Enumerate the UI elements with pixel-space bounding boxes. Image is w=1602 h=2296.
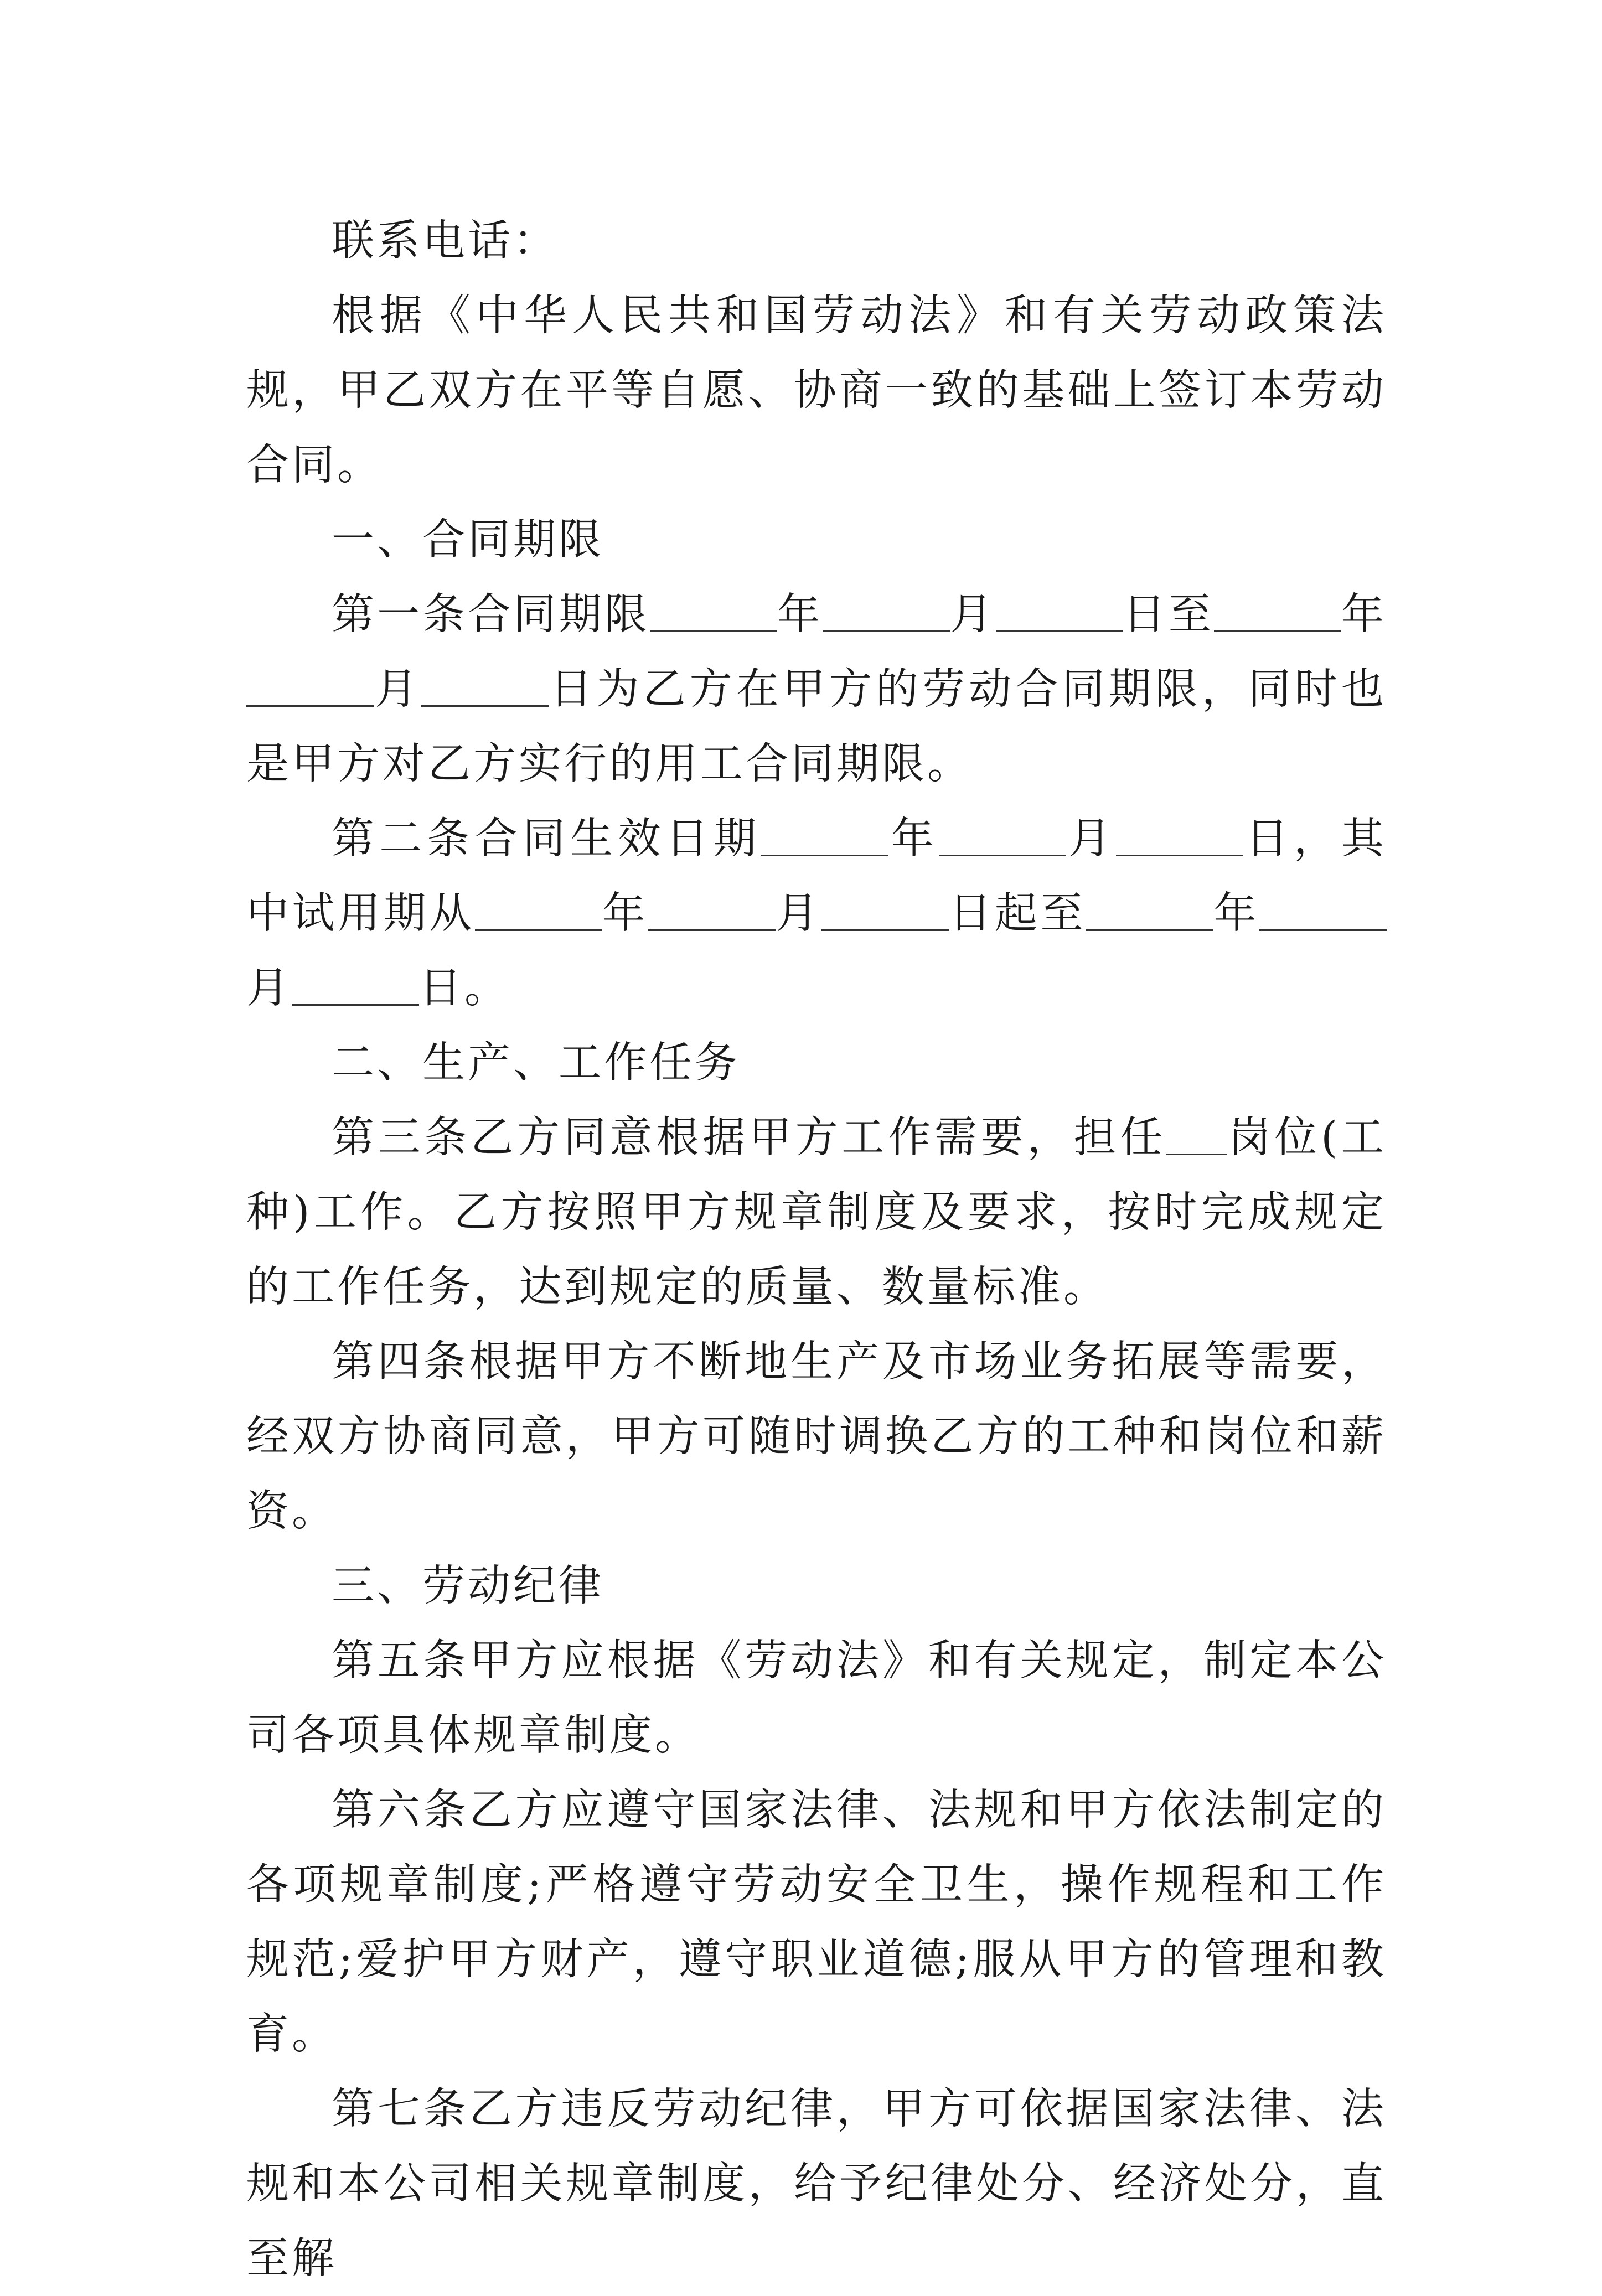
label-year: 年 (1213, 889, 1260, 938)
article-1 (246, 577, 1387, 801)
label-year: 年 (602, 889, 648, 938)
article-2-lead: 第二条合同生效日期 (332, 814, 762, 863)
blank-probation-end-year[interactable] (1086, 891, 1213, 931)
contact-label: 联系电话： (332, 216, 559, 266)
label-year: 年 (888, 814, 939, 863)
label-month: 月 (1066, 814, 1117, 863)
blank-effective-year[interactable] (761, 816, 888, 856)
article-2 (246, 801, 1387, 1026)
label-month: 月 (950, 590, 996, 639)
section-heading-discipline: 三、劳动纪律 (332, 1561, 604, 1611)
blank-effective-month[interactable] (939, 816, 1066, 856)
blank-end-year[interactable] (1214, 592, 1341, 632)
section-heading-tasks: 二、生产、工作任务 (332, 1038, 740, 1088)
article-4: 第四条根据甲方不断地生产及市场业务拓展等需要，经双方协商同意，甲方可随时调换乙方的工种和岗位和薪资。 (246, 1337, 1387, 1536)
blank-start-day[interactable] (996, 592, 1123, 632)
document-body (246, 204, 1387, 2296)
blank-probation-end-month[interactable] (1259, 891, 1387, 931)
blank-probation-start-year[interactable] (475, 891, 602, 931)
blank-effective-day[interactable] (1116, 816, 1243, 856)
article-6: 第六条乙方应遵守国家法律、法规和甲方依法制定的各项规章制度;严格遵守劳动安全卫生，操作规程和工作规范;爱护甲方财产，遵守职业道德;服从甲方的管理和教育。 (246, 1786, 1387, 2059)
article-1-lead: 第一条合同期限 (332, 590, 650, 639)
label-month: 月 (246, 964, 292, 1013)
article-3 (246, 1100, 1387, 1325)
label-month: 月 (775, 889, 821, 938)
article-3-lead: 第三条乙方同意根据甲方工作需要，担任 (332, 1113, 1166, 1162)
article-5: 第五条甲方应根据《劳动法》和有关规定，制定本公司各项具体规章制度。 (246, 1636, 1387, 1760)
blank-start-month[interactable] (823, 592, 950, 632)
section-heading-term: 一、合同期限 (332, 515, 604, 565)
label-year: 年 (1341, 590, 1387, 639)
blank-probation-start-month[interactable] (648, 891, 776, 931)
blank-probation-start-day[interactable] (821, 891, 949, 931)
label-year: 年 (777, 590, 823, 639)
contact-line (246, 204, 1387, 278)
blank-start-year[interactable] (650, 592, 777, 632)
label-probation-from: 日，其中试用期从 (246, 814, 1387, 938)
label-day-to: 日至 (1123, 590, 1214, 639)
blank-probation-end-day[interactable] (292, 965, 419, 1006)
article-7: 第七条乙方违反劳动纪律，甲方可依据国家法律、法规和本公司相关规章制度，给予纪律处分、经济处分，直至解 (246, 2085, 1387, 2283)
blank-end-month[interactable] (246, 666, 374, 707)
blank-end-day[interactable] (421, 666, 549, 707)
intro-paragraph: 根据《中华人民共和国劳动法》和有关劳动政策法规，甲乙双方在平等自愿、协商一致的基础上签订本劳动合同。 (246, 291, 1387, 490)
article-3-tail: 岗位(工种)工作。乙方按照甲方规章制度及要求，按时完成规定的工作任务，达到规定的质量、数量标准。 (246, 1113, 1387, 1312)
article-1-tail: 日为乙方在甲方的劳动合同期限，同时也是甲方对乙方实行的用工合同期限。 (246, 665, 1387, 789)
label-day-from-to: 日起至 (948, 889, 1086, 938)
blank-position[interactable] (1166, 1115, 1227, 1155)
label-month: 月 (374, 665, 422, 714)
article-2-tail: 日。 (419, 964, 510, 1013)
